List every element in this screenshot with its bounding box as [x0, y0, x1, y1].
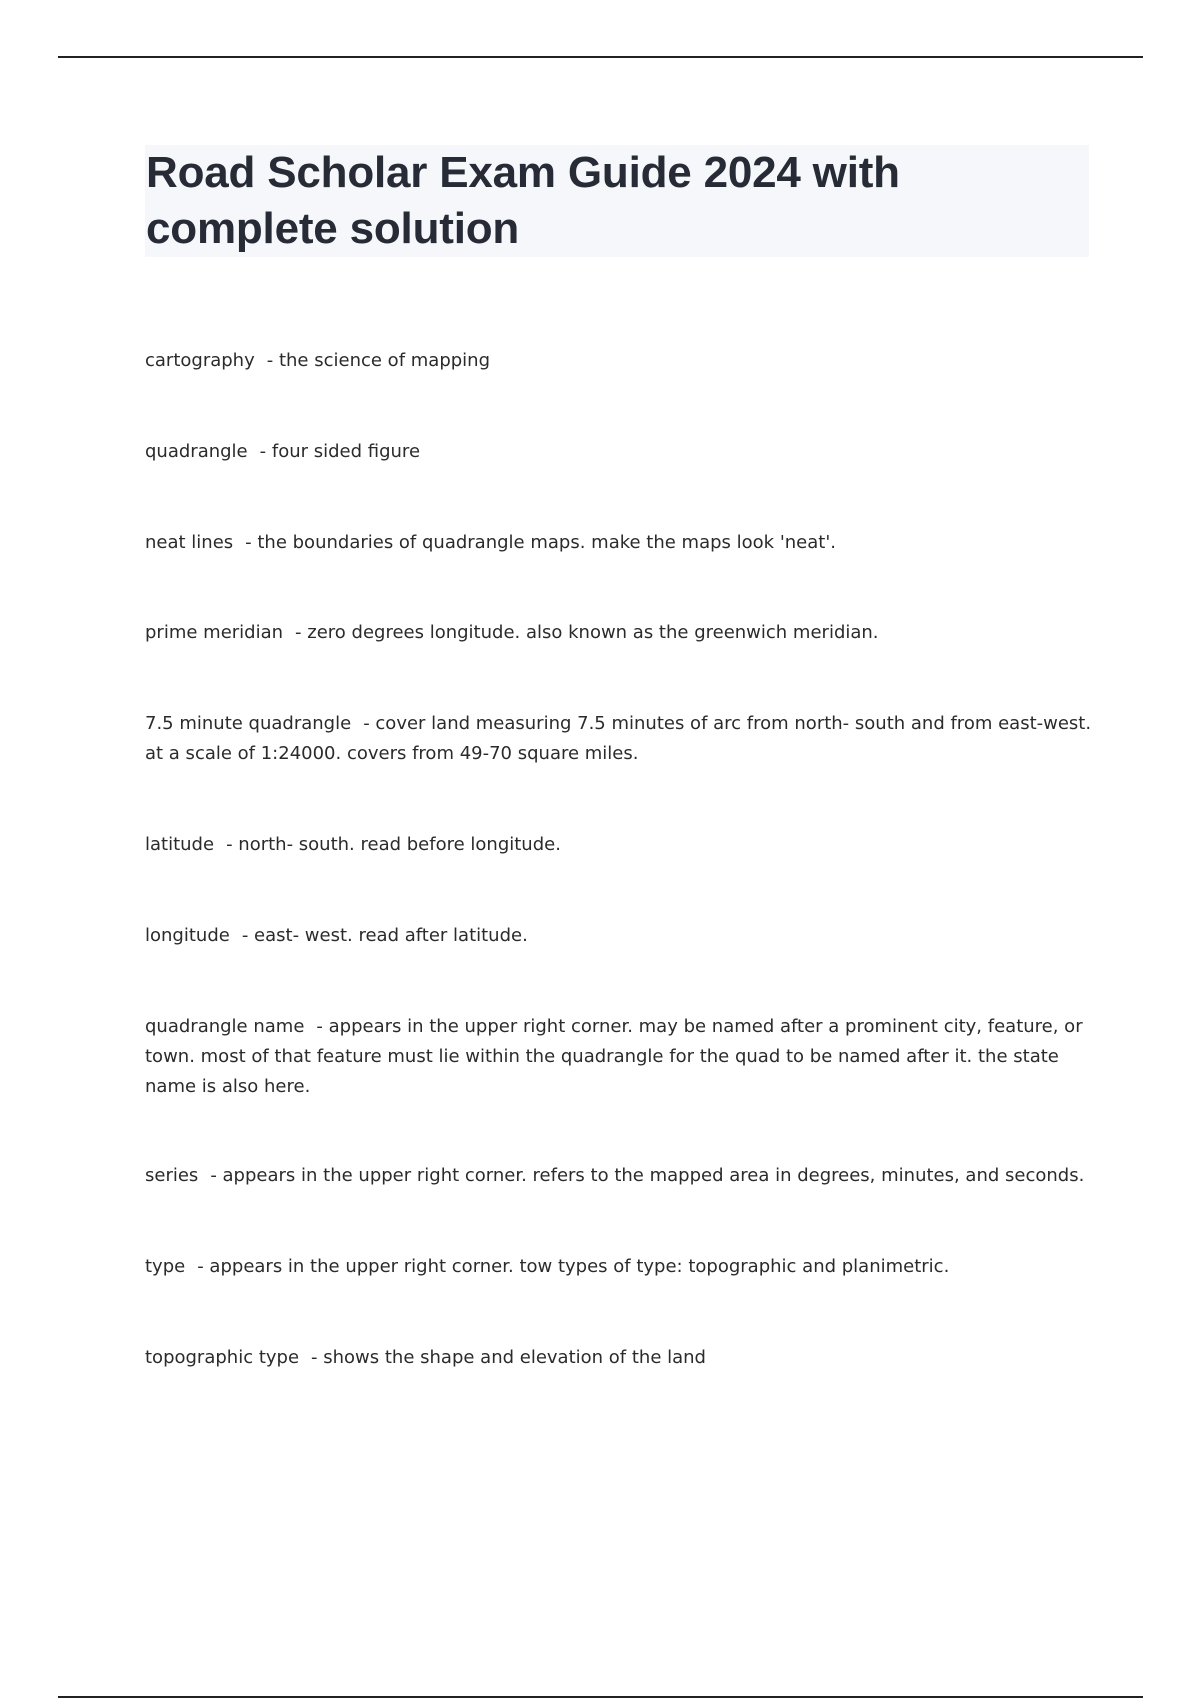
- entry-term: neat lines: [145, 532, 234, 553]
- entry-term: latitude: [145, 834, 215, 855]
- entry-definition: - shows the shape and elevation of the land: [311, 1347, 706, 1368]
- list-item: [145, 528, 836, 558]
- top-rule: [58, 56, 1143, 58]
- entry-definition: - north- south. read before longitude.: [226, 834, 561, 855]
- list-item: [145, 618, 879, 648]
- entry-term: type: [145, 1256, 186, 1277]
- list-item: [145, 830, 561, 860]
- entry-term: longitude: [145, 925, 230, 946]
- entry-definition: - appears in the upper right corner. tow types of type: topographic and planimetric.: [197, 1256, 950, 1277]
- entry-definition: - zero degrees longitude. also known as the greenwich meridian.: [295, 622, 879, 643]
- list-item: [145, 921, 528, 951]
- list-item: [145, 1252, 949, 1282]
- entry-definition: - appears in the upper right corner. may be named after a prominent city, feature, or town. most of that feature must lie within the quadrangle for the quad to be named after it. the state name is also here.: [145, 1016, 1083, 1097]
- entry-definition: - four sided figure: [259, 441, 421, 462]
- list-item: [145, 1343, 706, 1373]
- entry-definition: - appears in the upper right corner. refers to the mapped area in degrees, minutes, and seconds.: [210, 1165, 1085, 1186]
- list-item: [145, 346, 490, 376]
- entry-term: series: [145, 1165, 199, 1186]
- entry-term: quadrangle: [145, 441, 248, 462]
- entry-term: 7.5 minute quadrangle: [145, 713, 352, 734]
- list-item: [145, 1161, 1084, 1191]
- entry-term: cartography: [145, 350, 255, 371]
- entry-definition: - east- west. read after latitude.: [241, 925, 528, 946]
- entry-definition: - the science of mapping: [266, 350, 491, 371]
- bottom-rule: [58, 1696, 1143, 1698]
- entry-term: prime meridian: [145, 622, 284, 643]
- document-title: Road Scholar Exam Guide 2024 with complete solution: [146, 148, 900, 253]
- list-item: [145, 1012, 1095, 1102]
- title-box: [145, 145, 1089, 257]
- list-item: [145, 709, 1095, 769]
- entry-term: topographic type: [145, 1347, 300, 1368]
- entry-term: quadrangle name: [145, 1016, 305, 1037]
- list-item: [145, 437, 420, 467]
- entry-definition: - cover land measuring 7.5 minutes of arc from north- south and from east-west. at a scale of 1:24000. covers from 49-70 square miles.: [145, 713, 1092, 764]
- entry-definition: - the boundaries of quadrangle maps. make the maps look 'neat'.: [245, 532, 837, 553]
